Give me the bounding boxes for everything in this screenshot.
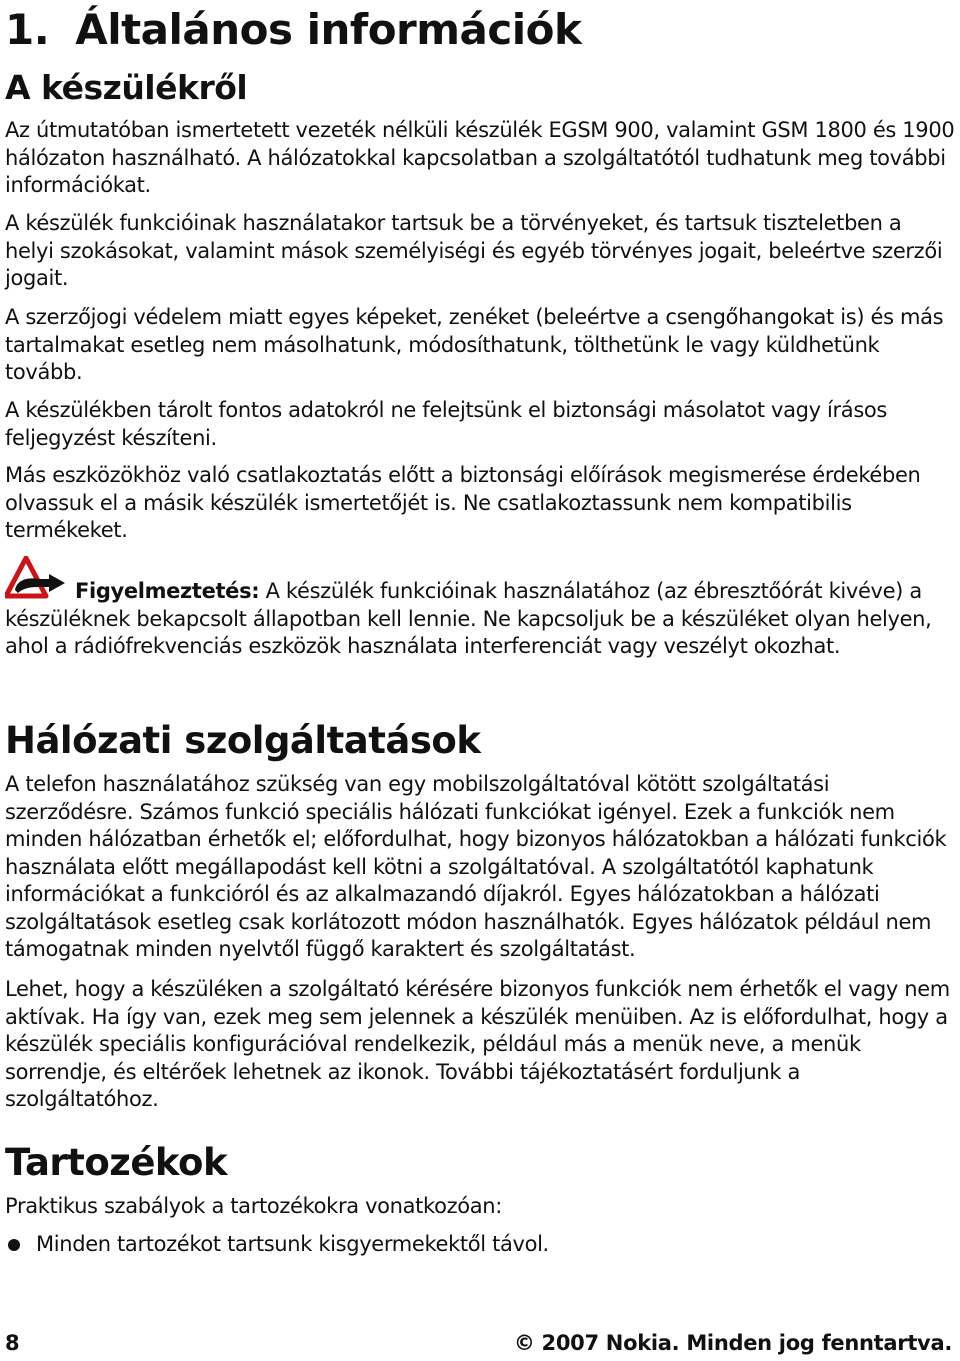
warning-paragraph [5, 578, 955, 661]
paragraph-network-services: A telefon használatához szükség van egy mobilszolgáltatóval kötött szolgáltatási szerződésre. Számos funkció speciális hálózati funkciókat igényel. Ezek a funkciók nem minden hálózatban érhetők el; előfordulhat, hogy bizonyos hálózatokban a hálózati funkciók használata előtt megállapodást kell kötni a szolgáltatóval. A szolgáltatótól kaphatunk információkat a funkcióról és az alkalmazandó díjakról. Egyes hálózatokban a hálózati szolgáltatások esetleg csak korlátozott módon használhatók. Egyes hálózatok például nem támogatnak minden nyelvtől függő karaktert és szolgáltatást. [5, 772, 947, 961]
paragraph-connections: Más eszközökhöz való csatlakoztatás előtt a biztonsági előírások megismerése érdekében olvassuk el a másik készülék ismertetőjét is. Ne csatlakoztassunk nem kompatibilis termékeket. [5, 463, 921, 542]
paragraph-network-operator: Lehet, hogy a készüléken a szolgáltató kérésére bizonyos funkciók nem érhetők el vagy nem aktívak. Ha így van, ezek meg sem jelennek a készülék menüiben. Az is előfordulhat, hogy a készülék speciális konfigurációval rendelkezik, például más a menük neve, a menük sorrendje, és eltérőek lehetnek az ikonok. További tájékoztatásért forduljunk a szolgáltatóhoz. [5, 977, 950, 1111]
section-heading-about: A készülékről [5, 68, 248, 107]
chapter-title-text: Általános információk [75, 5, 582, 54]
list-item-text: Minden tartozékot tartsunk kisgyermekektől távol. [36, 1232, 549, 1256]
accessories-list [5, 1230, 549, 1258]
copyright-notice: © 2007 Nokia. Minden jog fenntartva. [513, 1331, 952, 1355]
paragraph-copyright: A szerzőjogi védelem miatt egyes képeket, zenéket (beleértve a csengőhangokat is) és más tartalmakat esetleg nem másolhatunk, módosíthatunk, tölthetünk le vagy küldhetünk tovább. [5, 305, 944, 384]
chapter-number: 1. [5, 5, 50, 54]
paragraph-accessories-intro: Praktikus szabályok a tartozékokra vonatkozóan: [5, 1194, 502, 1218]
page-number: 8 [5, 1331, 20, 1355]
list-item [5, 1230, 549, 1258]
paragraph-laws: A készülék funkcióinak használatakor tartsuk be a törvényeket, és tartsuk tiszteletben a helyi szokásokat, valamint mások személyiségi és egyéb törvényes jogait, beleértve szerzői jogait. [5, 211, 943, 290]
warning-text: A készülék funkcióinak használatához (az ébresztőórát kivéve) a készüléknek bekapcsolt állapotban kell lennie. Ne kapcsoljuk be a készüléket olyan helyen, ahol a rádiófrekvenciás eszközök használata interferenciát vagy veszélyt okozhat. [5, 579, 932, 658]
paragraph-backup: A készülékben tárolt fontos adatokról ne felejtsünk el biztonsági másolatot vagy írásos feljegyzést készíteni. [5, 398, 888, 450]
chapter-title [5, 4, 581, 56]
warning-label: Figyelmeztetés: [75, 579, 260, 603]
bullet-icon [8, 1239, 20, 1251]
section-heading-network: Hálózati szolgáltatások [5, 719, 481, 762]
paragraph-intro: Az útmutatóban ismertetett vezeték nélküli készülék EGSM 900, valamint GSM 1800 és 1900 hálózaton használható. A hálózatokkal kapcsolatban a szolgáltatótól tudhatunk meg további információkat. [5, 118, 955, 197]
section-heading-accessories: Tartozékok [5, 1141, 228, 1184]
